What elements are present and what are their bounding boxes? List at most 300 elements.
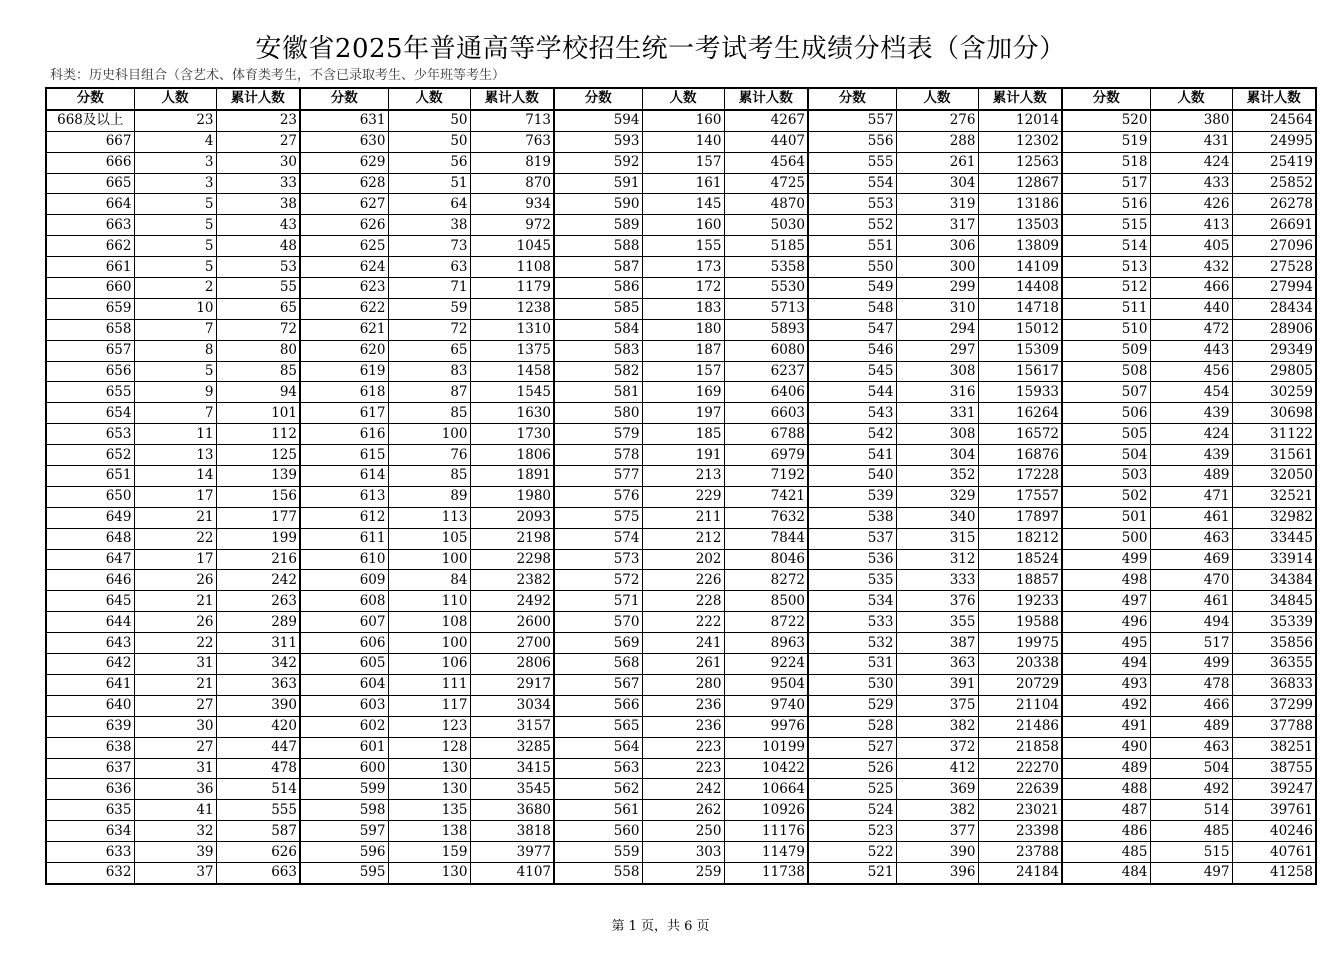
score-cell: 554 bbox=[808, 173, 896, 194]
cumulative-cell: 38755 bbox=[1232, 758, 1316, 779]
cumulative-cell: 35856 bbox=[1232, 633, 1316, 654]
count-cell: 382 bbox=[896, 800, 978, 821]
score-cell: 546 bbox=[808, 340, 896, 361]
count-cell: 21 bbox=[134, 507, 216, 528]
score-cell: 524 bbox=[808, 800, 896, 821]
cumulative-cell: 934 bbox=[470, 194, 554, 215]
cumulative-cell: 23398 bbox=[978, 821, 1062, 842]
score-cell: 664 bbox=[46, 194, 134, 215]
count-cell: 390 bbox=[896, 842, 978, 863]
count-cell: 105 bbox=[388, 528, 470, 549]
cumulative-cell: 27528 bbox=[1232, 257, 1316, 278]
count-cell: 304 bbox=[896, 445, 978, 466]
count-cell: 100 bbox=[388, 424, 470, 445]
cumulative-cell: 19975 bbox=[978, 633, 1062, 654]
count-cell: 461 bbox=[1150, 591, 1232, 612]
count-header: 人数 bbox=[388, 88, 470, 110]
cumulative-cell: 40246 bbox=[1232, 821, 1316, 842]
count-cell: 4 bbox=[134, 131, 216, 152]
count-cell: 439 bbox=[1150, 445, 1232, 466]
score-cell: 489 bbox=[1062, 758, 1150, 779]
cumulative-cell: 20338 bbox=[978, 654, 1062, 675]
cumulative-cell: 55 bbox=[216, 278, 300, 299]
table-row bbox=[46, 215, 1316, 236]
table-row bbox=[46, 779, 1316, 800]
cumulative-cell: 4564 bbox=[724, 152, 808, 173]
cumulative-cell: 870 bbox=[470, 173, 554, 194]
count-cell: 306 bbox=[896, 236, 978, 257]
cumulative-cell: 28906 bbox=[1232, 319, 1316, 340]
score-cell: 650 bbox=[46, 486, 134, 507]
score-cell: 610 bbox=[300, 549, 388, 570]
count-header: 人数 bbox=[642, 88, 724, 110]
score-cell: 616 bbox=[300, 424, 388, 445]
score-cell: 492 bbox=[1062, 695, 1150, 716]
cumulative-header: 累计人数 bbox=[978, 88, 1062, 110]
count-cell: 3 bbox=[134, 173, 216, 194]
score-cell: 517 bbox=[1062, 173, 1150, 194]
score-cell: 582 bbox=[554, 361, 642, 382]
score-cell: 648 bbox=[46, 528, 134, 549]
cumulative-header: 累计人数 bbox=[216, 88, 300, 110]
cumulative-cell: 37299 bbox=[1232, 695, 1316, 716]
count-cell: 72 bbox=[388, 319, 470, 340]
cumulative-cell: 7844 bbox=[724, 528, 808, 549]
cumulative-cell: 15617 bbox=[978, 361, 1062, 382]
cumulative-cell: 17897 bbox=[978, 507, 1062, 528]
cumulative-cell: 3034 bbox=[470, 695, 554, 716]
cumulative-cell: 5893 bbox=[724, 319, 808, 340]
cumulative-cell: 41258 bbox=[1232, 862, 1316, 883]
table-row bbox=[46, 758, 1316, 779]
score-cell: 512 bbox=[1062, 278, 1150, 299]
cumulative-cell: 21104 bbox=[978, 695, 1062, 716]
cumulative-header: 累计人数 bbox=[724, 88, 808, 110]
count-cell: 382 bbox=[896, 716, 978, 737]
score-cell: 626 bbox=[300, 215, 388, 236]
cumulative-cell: 17228 bbox=[978, 466, 1062, 487]
count-cell: 138 bbox=[388, 821, 470, 842]
table-row bbox=[46, 737, 1316, 758]
score-cell: 617 bbox=[300, 403, 388, 424]
cumulative-cell: 43 bbox=[216, 215, 300, 236]
count-cell: 128 bbox=[388, 737, 470, 758]
count-cell: 140 bbox=[642, 131, 724, 152]
cumulative-cell: 16876 bbox=[978, 445, 1062, 466]
count-cell: 259 bbox=[642, 862, 724, 883]
score-cell: 594 bbox=[554, 110, 642, 131]
score-cell: 620 bbox=[300, 340, 388, 361]
score-cell: 656 bbox=[46, 361, 134, 382]
score-cell: 551 bbox=[808, 236, 896, 257]
cumulative-cell: 5030 bbox=[724, 215, 808, 236]
cumulative-cell: 5713 bbox=[724, 298, 808, 319]
score-cell: 487 bbox=[1062, 800, 1150, 821]
count-cell: 17 bbox=[134, 549, 216, 570]
score-cell: 624 bbox=[300, 257, 388, 278]
cumulative-cell: 48 bbox=[216, 236, 300, 257]
score-cell: 550 bbox=[808, 257, 896, 278]
score-cell: 513 bbox=[1062, 257, 1150, 278]
score-cell: 493 bbox=[1062, 674, 1150, 695]
score-cell: 569 bbox=[554, 633, 642, 654]
score-cell: 660 bbox=[46, 278, 134, 299]
count-cell: 100 bbox=[388, 633, 470, 654]
score-cell: 605 bbox=[300, 654, 388, 675]
cumulative-cell: 12867 bbox=[978, 173, 1062, 194]
score-cell: 657 bbox=[46, 340, 134, 361]
count-cell: 31 bbox=[134, 758, 216, 779]
count-cell: 63 bbox=[388, 257, 470, 278]
score-cell: 628 bbox=[300, 173, 388, 194]
score-cell: 641 bbox=[46, 674, 134, 695]
score-cell: 591 bbox=[554, 173, 642, 194]
cumulative-cell: 72 bbox=[216, 319, 300, 340]
count-cell: 377 bbox=[896, 821, 978, 842]
score-distribution-table bbox=[45, 87, 1317, 885]
cumulative-cell: 6237 bbox=[724, 361, 808, 382]
count-cell: 155 bbox=[642, 236, 724, 257]
score-cell: 636 bbox=[46, 779, 134, 800]
score-cell: 508 bbox=[1062, 361, 1150, 382]
score-cell: 625 bbox=[300, 236, 388, 257]
cumulative-cell: 7632 bbox=[724, 507, 808, 528]
score-cell: 622 bbox=[300, 298, 388, 319]
cumulative-cell: 23021 bbox=[978, 800, 1062, 821]
count-cell: 161 bbox=[642, 173, 724, 194]
table-row bbox=[46, 361, 1316, 382]
cumulative-cell: 30 bbox=[216, 152, 300, 173]
cumulative-cell: 1630 bbox=[470, 403, 554, 424]
cumulative-cell: 20729 bbox=[978, 674, 1062, 695]
count-cell: 7 bbox=[134, 403, 216, 424]
count-cell: 499 bbox=[1150, 654, 1232, 675]
cumulative-cell: 311 bbox=[216, 633, 300, 654]
count-cell: 172 bbox=[642, 278, 724, 299]
count-cell: 108 bbox=[388, 612, 470, 633]
cumulative-cell: 8500 bbox=[724, 591, 808, 612]
cumulative-cell: 33 bbox=[216, 173, 300, 194]
cumulative-cell: 2093 bbox=[470, 507, 554, 528]
cumulative-cell: 13186 bbox=[978, 194, 1062, 215]
score-cell: 579 bbox=[554, 424, 642, 445]
cumulative-cell: 112 bbox=[216, 424, 300, 445]
table-row bbox=[46, 695, 1316, 716]
count-cell: 222 bbox=[642, 612, 724, 633]
table-row bbox=[46, 591, 1316, 612]
count-cell: 396 bbox=[896, 862, 978, 883]
count-cell: 236 bbox=[642, 695, 724, 716]
count-cell: 89 bbox=[388, 486, 470, 507]
score-cell: 556 bbox=[808, 131, 896, 152]
score-cell: 515 bbox=[1062, 215, 1150, 236]
count-cell: 59 bbox=[388, 298, 470, 319]
table-header-row bbox=[46, 88, 1316, 110]
score-cell: 653 bbox=[46, 424, 134, 445]
count-cell: 310 bbox=[896, 298, 978, 319]
count-cell: 5 bbox=[134, 361, 216, 382]
count-cell: 130 bbox=[388, 779, 470, 800]
score-cell: 586 bbox=[554, 278, 642, 299]
cumulative-cell: 972 bbox=[470, 215, 554, 236]
cumulative-cell: 7421 bbox=[724, 486, 808, 507]
count-cell: 9 bbox=[134, 382, 216, 403]
page-title: 安徽省2025年普通高等学校招生统一考试考生成绩分档表（含加分） bbox=[255, 34, 1066, 64]
cumulative-cell: 763 bbox=[470, 131, 554, 152]
cumulative-cell: 16572 bbox=[978, 424, 1062, 445]
cumulative-cell: 27 bbox=[216, 131, 300, 152]
count-cell: 276 bbox=[896, 110, 978, 131]
count-cell: 223 bbox=[642, 758, 724, 779]
cumulative-cell: 7192 bbox=[724, 466, 808, 487]
score-cell: 491 bbox=[1062, 716, 1150, 737]
table-row bbox=[46, 674, 1316, 695]
cumulative-cell: 29349 bbox=[1232, 340, 1316, 361]
score-cell: 527 bbox=[808, 737, 896, 758]
cumulative-cell: 30259 bbox=[1232, 382, 1316, 403]
score-cell: 532 bbox=[808, 633, 896, 654]
count-cell: 51 bbox=[388, 173, 470, 194]
score-cell: 640 bbox=[46, 695, 134, 716]
cumulative-cell: 18524 bbox=[978, 549, 1062, 570]
count-cell: 228 bbox=[642, 591, 724, 612]
cumulative-cell: 2382 bbox=[470, 570, 554, 591]
score-cell: 584 bbox=[554, 319, 642, 340]
score-cell: 543 bbox=[808, 403, 896, 424]
count-cell: 426 bbox=[1150, 194, 1232, 215]
cumulative-cell: 24184 bbox=[978, 862, 1062, 883]
count-cell: 157 bbox=[642, 361, 724, 382]
count-cell: 431 bbox=[1150, 131, 1232, 152]
score-cell: 547 bbox=[808, 319, 896, 340]
score-cell: 531 bbox=[808, 654, 896, 675]
score-cell: 534 bbox=[808, 591, 896, 612]
count-cell: 173 bbox=[642, 257, 724, 278]
cumulative-cell: 36833 bbox=[1232, 674, 1316, 695]
table-row bbox=[46, 486, 1316, 507]
table-row bbox=[46, 570, 1316, 591]
score-cell: 507 bbox=[1062, 382, 1150, 403]
table-row bbox=[46, 340, 1316, 361]
score-cell: 627 bbox=[300, 194, 388, 215]
score-cell: 615 bbox=[300, 445, 388, 466]
count-cell: 22 bbox=[134, 633, 216, 654]
score-cell: 530 bbox=[808, 674, 896, 695]
cumulative-cell: 216 bbox=[216, 549, 300, 570]
count-cell: 261 bbox=[896, 152, 978, 173]
cumulative-cell: 478 bbox=[216, 758, 300, 779]
cumulative-cell: 8046 bbox=[724, 549, 808, 570]
count-cell: 3 bbox=[134, 152, 216, 173]
cumulative-cell: 713 bbox=[470, 110, 554, 131]
cumulative-cell: 9740 bbox=[724, 695, 808, 716]
cumulative-cell: 24995 bbox=[1232, 131, 1316, 152]
count-cell: 261 bbox=[642, 654, 724, 675]
table-row bbox=[46, 257, 1316, 278]
table-row bbox=[46, 445, 1316, 466]
cumulative-cell: 12563 bbox=[978, 152, 1062, 173]
cumulative-cell: 33445 bbox=[1232, 528, 1316, 549]
score-cell: 613 bbox=[300, 486, 388, 507]
score-cell: 496 bbox=[1062, 612, 1150, 633]
cumulative-cell: 4407 bbox=[724, 131, 808, 152]
count-cell: 280 bbox=[642, 674, 724, 695]
count-cell: 262 bbox=[642, 800, 724, 821]
count-cell: 412 bbox=[896, 758, 978, 779]
count-cell: 56 bbox=[388, 152, 470, 173]
cumulative-cell: 1458 bbox=[470, 361, 554, 382]
count-cell: 213 bbox=[642, 466, 724, 487]
cumulative-cell: 32050 bbox=[1232, 466, 1316, 487]
score-cell: 574 bbox=[554, 528, 642, 549]
cumulative-cell: 94 bbox=[216, 382, 300, 403]
cumulative-cell: 40761 bbox=[1232, 842, 1316, 863]
score-cell: 506 bbox=[1062, 403, 1150, 424]
cumulative-cell: 11738 bbox=[724, 862, 808, 883]
table-row bbox=[46, 528, 1316, 549]
count-cell: 85 bbox=[388, 466, 470, 487]
score-cell: 498 bbox=[1062, 570, 1150, 591]
score-cell: 572 bbox=[554, 570, 642, 591]
cumulative-cell: 4725 bbox=[724, 173, 808, 194]
table-row bbox=[46, 842, 1316, 863]
count-cell: 288 bbox=[896, 131, 978, 152]
count-cell: 73 bbox=[388, 236, 470, 257]
score-cell: 544 bbox=[808, 382, 896, 403]
count-cell: 65 bbox=[388, 340, 470, 361]
cumulative-cell: 32982 bbox=[1232, 507, 1316, 528]
score-cell: 488 bbox=[1062, 779, 1150, 800]
cumulative-cell: 27096 bbox=[1232, 236, 1316, 257]
score-cell: 642 bbox=[46, 654, 134, 675]
score-cell: 590 bbox=[554, 194, 642, 215]
score-cell: 634 bbox=[46, 821, 134, 842]
cumulative-cell: 31122 bbox=[1232, 424, 1316, 445]
count-cell: 471 bbox=[1150, 486, 1232, 507]
cumulative-cell: 514 bbox=[216, 779, 300, 800]
score-cell: 623 bbox=[300, 278, 388, 299]
score-cell: 666 bbox=[46, 152, 134, 173]
score-cell: 537 bbox=[808, 528, 896, 549]
score-cell: 578 bbox=[554, 445, 642, 466]
score-cell: 618 bbox=[300, 382, 388, 403]
table-row bbox=[46, 403, 1316, 424]
count-cell: 197 bbox=[642, 403, 724, 424]
score-cell: 485 bbox=[1062, 842, 1150, 863]
cumulative-cell: 38 bbox=[216, 194, 300, 215]
score-cell: 655 bbox=[46, 382, 134, 403]
count-cell: 413 bbox=[1150, 215, 1232, 236]
cumulative-cell: 4870 bbox=[724, 194, 808, 215]
count-cell: 372 bbox=[896, 737, 978, 758]
count-cell: 21 bbox=[134, 591, 216, 612]
table-row bbox=[46, 821, 1316, 842]
score-cell: 629 bbox=[300, 152, 388, 173]
count-cell: 424 bbox=[1150, 152, 1232, 173]
score-cell: 593 bbox=[554, 131, 642, 152]
cumulative-cell: 21486 bbox=[978, 716, 1062, 737]
count-cell: 308 bbox=[896, 361, 978, 382]
score-cell: 573 bbox=[554, 549, 642, 570]
score-cell: 514 bbox=[1062, 236, 1150, 257]
count-cell: 236 bbox=[642, 716, 724, 737]
count-cell: 300 bbox=[896, 257, 978, 278]
count-cell: 183 bbox=[642, 298, 724, 319]
count-cell: 50 bbox=[388, 131, 470, 152]
count-cell: 160 bbox=[642, 110, 724, 131]
cumulative-cell: 1806 bbox=[470, 445, 554, 466]
count-cell: 391 bbox=[896, 674, 978, 695]
count-cell: 113 bbox=[388, 507, 470, 528]
count-cell: 71 bbox=[388, 278, 470, 299]
count-cell: 463 bbox=[1150, 737, 1232, 758]
cumulative-cell: 34845 bbox=[1232, 591, 1316, 612]
table-row bbox=[46, 716, 1316, 737]
cumulative-cell: 1980 bbox=[470, 486, 554, 507]
count-cell: 514 bbox=[1150, 800, 1232, 821]
cumulative-cell: 11176 bbox=[724, 821, 808, 842]
cumulative-cell: 6406 bbox=[724, 382, 808, 403]
cumulative-cell: 3285 bbox=[470, 737, 554, 758]
count-cell: 369 bbox=[896, 779, 978, 800]
count-cell: 472 bbox=[1150, 319, 1232, 340]
cumulative-cell: 25419 bbox=[1232, 152, 1316, 173]
cumulative-header: 累计人数 bbox=[470, 88, 554, 110]
score-cell: 603 bbox=[300, 695, 388, 716]
score-cell: 612 bbox=[300, 507, 388, 528]
score-cell: 663 bbox=[46, 215, 134, 236]
cumulative-cell: 263 bbox=[216, 591, 300, 612]
cumulative-cell: 3818 bbox=[470, 821, 554, 842]
count-cell: 187 bbox=[642, 340, 724, 361]
count-cell: 2 bbox=[134, 278, 216, 299]
score-cell: 539 bbox=[808, 486, 896, 507]
count-cell: 87 bbox=[388, 382, 470, 403]
count-cell: 469 bbox=[1150, 549, 1232, 570]
cumulative-cell: 2492 bbox=[470, 591, 554, 612]
score-cell: 500 bbox=[1062, 528, 1150, 549]
score-cell: 614 bbox=[300, 466, 388, 487]
cumulative-cell: 26278 bbox=[1232, 194, 1316, 215]
cumulative-cell: 1108 bbox=[470, 257, 554, 278]
cumulative-cell: 18212 bbox=[978, 528, 1062, 549]
cumulative-cell: 1891 bbox=[470, 466, 554, 487]
count-cell: 470 bbox=[1150, 570, 1232, 591]
cumulative-cell: 14109 bbox=[978, 257, 1062, 278]
score-cell: 575 bbox=[554, 507, 642, 528]
count-cell: 494 bbox=[1150, 612, 1232, 633]
score-cell: 565 bbox=[554, 716, 642, 737]
count-cell: 160 bbox=[642, 215, 724, 236]
table-row bbox=[46, 194, 1316, 215]
cumulative-cell: 1238 bbox=[470, 298, 554, 319]
count-cell: 5 bbox=[134, 194, 216, 215]
score-cell: 495 bbox=[1062, 633, 1150, 654]
cumulative-cell: 12014 bbox=[978, 110, 1062, 131]
cumulative-cell: 9504 bbox=[724, 674, 808, 695]
score-cell: 490 bbox=[1062, 737, 1150, 758]
cumulative-cell: 289 bbox=[216, 612, 300, 633]
count-cell: 363 bbox=[896, 654, 978, 675]
cumulative-cell: 33914 bbox=[1232, 549, 1316, 570]
count-cell: 85 bbox=[388, 403, 470, 424]
cumulative-cell: 8272 bbox=[724, 570, 808, 591]
score-cell: 659 bbox=[46, 298, 134, 319]
cumulative-cell: 19588 bbox=[978, 612, 1062, 633]
count-cell: 27 bbox=[134, 737, 216, 758]
cumulative-cell: 24564 bbox=[1232, 110, 1316, 131]
table-row bbox=[46, 507, 1316, 528]
